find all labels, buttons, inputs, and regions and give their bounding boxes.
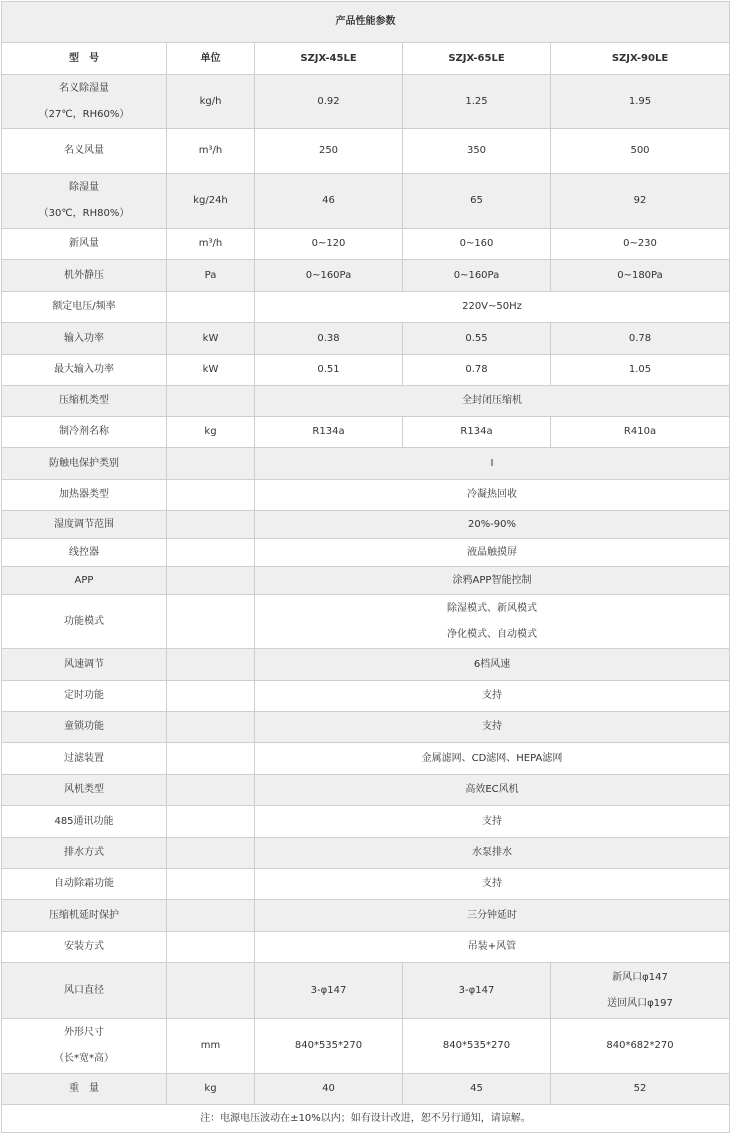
value-cell: 1.05 [551,355,730,386]
value-cell: 0.92 [255,75,403,129]
value-cell: 840*535*270 [255,1019,403,1074]
table-row [2,129,730,174]
value-cell: 液晶触摸屏 [255,539,730,567]
value-line1: 新风口φ147 [612,971,668,983]
value-cell: 220V~50Hz [255,292,730,323]
value-cell: 全封闭压缩机 [255,386,730,417]
value-line2: 送回风口φ197 [607,997,673,1009]
row-label [2,75,167,129]
value-cell: 吊装+风管 [255,932,730,963]
row-label: 485通讯功能 [2,806,167,838]
model-header-2: SZJX-65LE [403,43,551,75]
value-cell: 840*682*270 [551,1019,730,1074]
footnote: 注：电源电压波动在±10%以内；如有设计改进，恕不另行通知，请谅解。 [2,1105,730,1133]
row-label: 压缩机延时保护 [2,900,167,932]
table-row [2,838,730,869]
table-row [2,681,730,712]
unit-cell [167,448,255,480]
value-cell: 0~160Pa [255,260,403,292]
row-label: 输入功率 [2,323,167,355]
value-cell: 支持 [255,712,730,743]
row-label: 制冷剂名称 [2,417,167,448]
value-cell: 840*535*270 [403,1019,551,1074]
value-cell: 40 [255,1074,403,1105]
spec-table [1,1,730,1133]
unit-cell [167,595,255,649]
table-row [2,229,730,260]
unit-cell: Pa [167,260,255,292]
unit-cell [167,963,255,1019]
table-row [2,932,730,963]
unit-cell: kg/h [167,75,255,129]
unit-cell [167,743,255,775]
table-row [2,417,730,448]
unit-cell [167,775,255,806]
unit-cell [167,567,255,595]
unit-cell: kg [167,417,255,448]
header-row [2,43,730,75]
value-cell: 46 [255,174,403,229]
model-header-3: SZJX-90LE [551,43,730,75]
unit-cell [167,681,255,712]
value-cell: 支持 [255,806,730,838]
value-cell: 92 [551,174,730,229]
value-cell: 350 [403,129,551,174]
table-row [2,649,730,681]
value-cell: 3-φ147 [403,963,551,1019]
unit-cell [167,649,255,681]
unit-cell [167,292,255,323]
value-cell: R134a [255,417,403,448]
value-cell: 1.25 [403,75,551,129]
unit-cell: kg/24h [167,174,255,229]
table-row [2,292,730,323]
footnote-row [2,1105,730,1133]
value-cell: 52 [551,1074,730,1105]
value-cell: 250 [255,129,403,174]
row-label-line1: 名义除湿量 [59,82,109,94]
model-header-1: SZJX-45LE [255,43,403,75]
table-row [2,775,730,806]
value-cell: R410a [551,417,730,448]
row-label: 重 量 [2,1074,167,1105]
table-row [2,355,730,386]
row-label [2,1019,167,1074]
table-row [2,511,730,539]
value-cell: 0.38 [255,323,403,355]
value-cell: I [255,448,730,480]
value-cell: 0.78 [403,355,551,386]
row-label: 功能模式 [2,595,167,649]
unit-cell: mm [167,1019,255,1074]
model-header: 型 号 [2,43,167,75]
row-label-line2: （27℃，RH60%） [38,108,130,120]
row-label: 排水方式 [2,838,167,869]
table-row [2,539,730,567]
row-label [2,174,167,229]
value-cell: 支持 [255,869,730,900]
table-row [2,900,730,932]
row-label-line1: 除湿量 [69,182,99,193]
value-cell [255,595,730,649]
value-cell: 0~160 [403,229,551,260]
table-row [2,174,730,229]
value-cell: 高效EC风机 [255,775,730,806]
value-cell: 1.95 [551,75,730,129]
unit-cell [167,712,255,743]
row-label: 最大输入功率 [2,355,167,386]
unit-cell: kg [167,1074,255,1105]
row-label-line1: 外形尺寸 [64,1027,104,1038]
table-row [2,743,730,775]
unit-cell [167,900,255,932]
unit-cell [167,386,255,417]
value-cell: 0~160Pa [403,260,551,292]
value-cell: 三分钟延时 [255,900,730,932]
row-label: 风口直径 [2,963,167,1019]
row-label: 湿度调节范围 [2,511,167,539]
value-cell: 45 [403,1074,551,1105]
value-cell: 0~180Pa [551,260,730,292]
table-row [2,806,730,838]
row-label: 额定电压/频率 [2,292,167,323]
unit-header: 单位 [167,43,255,75]
unit-cell [167,511,255,539]
table-row [2,567,730,595]
row-label: 防触电保护类别 [2,448,167,480]
table-row [2,480,730,511]
value-cell [551,963,730,1019]
row-label-line2: （长*宽*高） [54,1053,114,1064]
unit-cell [167,932,255,963]
value-cell: 65 [403,174,551,229]
unit-cell [167,869,255,900]
row-label: 安装方式 [2,932,167,963]
value-cell: 3-φ147 [255,963,403,1019]
value-cell: 0~230 [551,229,730,260]
value-cell: 冷凝热回收 [255,480,730,511]
unit-cell [167,480,255,511]
unit-cell [167,806,255,838]
row-label: 风速调节 [2,649,167,681]
row-label: 风机类型 [2,775,167,806]
value-cell: 20%-90% [255,511,730,539]
row-label: 自动除霜功能 [2,869,167,900]
table-row [2,963,730,1019]
row-label: 过滤装置 [2,743,167,775]
value-cell: 6档风速 [255,649,730,681]
row-label-line2: （30℃，RH80%） [38,208,130,219]
table-row [2,75,730,129]
row-label: 加热器类型 [2,480,167,511]
table-title: 产品性能参数 [2,2,730,43]
row-label: 童锁功能 [2,712,167,743]
row-label: 机外静压 [2,260,167,292]
table-row [2,260,730,292]
table-row [2,448,730,480]
value-cell: 0~120 [255,229,403,260]
table-row [2,1019,730,1074]
row-label: 名义风量 [2,129,167,174]
row-label: 线控器 [2,539,167,567]
row-label: 压缩机类型 [2,386,167,417]
table-row [2,323,730,355]
value-cell: 支持 [255,681,730,712]
value-cell: 0.51 [255,355,403,386]
table-row [2,1074,730,1105]
table-row [2,386,730,417]
value-line2: 净化模式、自动模式 [447,628,537,640]
value-cell: 水泵排水 [255,838,730,869]
unit-cell [167,539,255,567]
value-cell: 涂鸦APP智能控制 [255,567,730,595]
title-row [2,2,730,43]
unit-cell: m³/h [167,129,255,174]
table-row [2,595,730,649]
value-cell: 金属滤网、CD滤网、HEPA滤网 [255,743,730,775]
unit-cell [167,838,255,869]
value-cell: 500 [551,129,730,174]
value-cell: 0.78 [551,323,730,355]
table-row [2,712,730,743]
table-row [2,869,730,900]
unit-cell: kW [167,355,255,386]
row-label: APP [2,567,167,595]
row-label: 新风量 [2,229,167,260]
unit-cell: m³/h [167,229,255,260]
value-line1: 除湿模式、新风模式 [447,602,537,614]
value-cell: 0.55 [403,323,551,355]
row-label: 定时功能 [2,681,167,712]
unit-cell: kW [167,323,255,355]
value-cell: R134a [403,417,551,448]
